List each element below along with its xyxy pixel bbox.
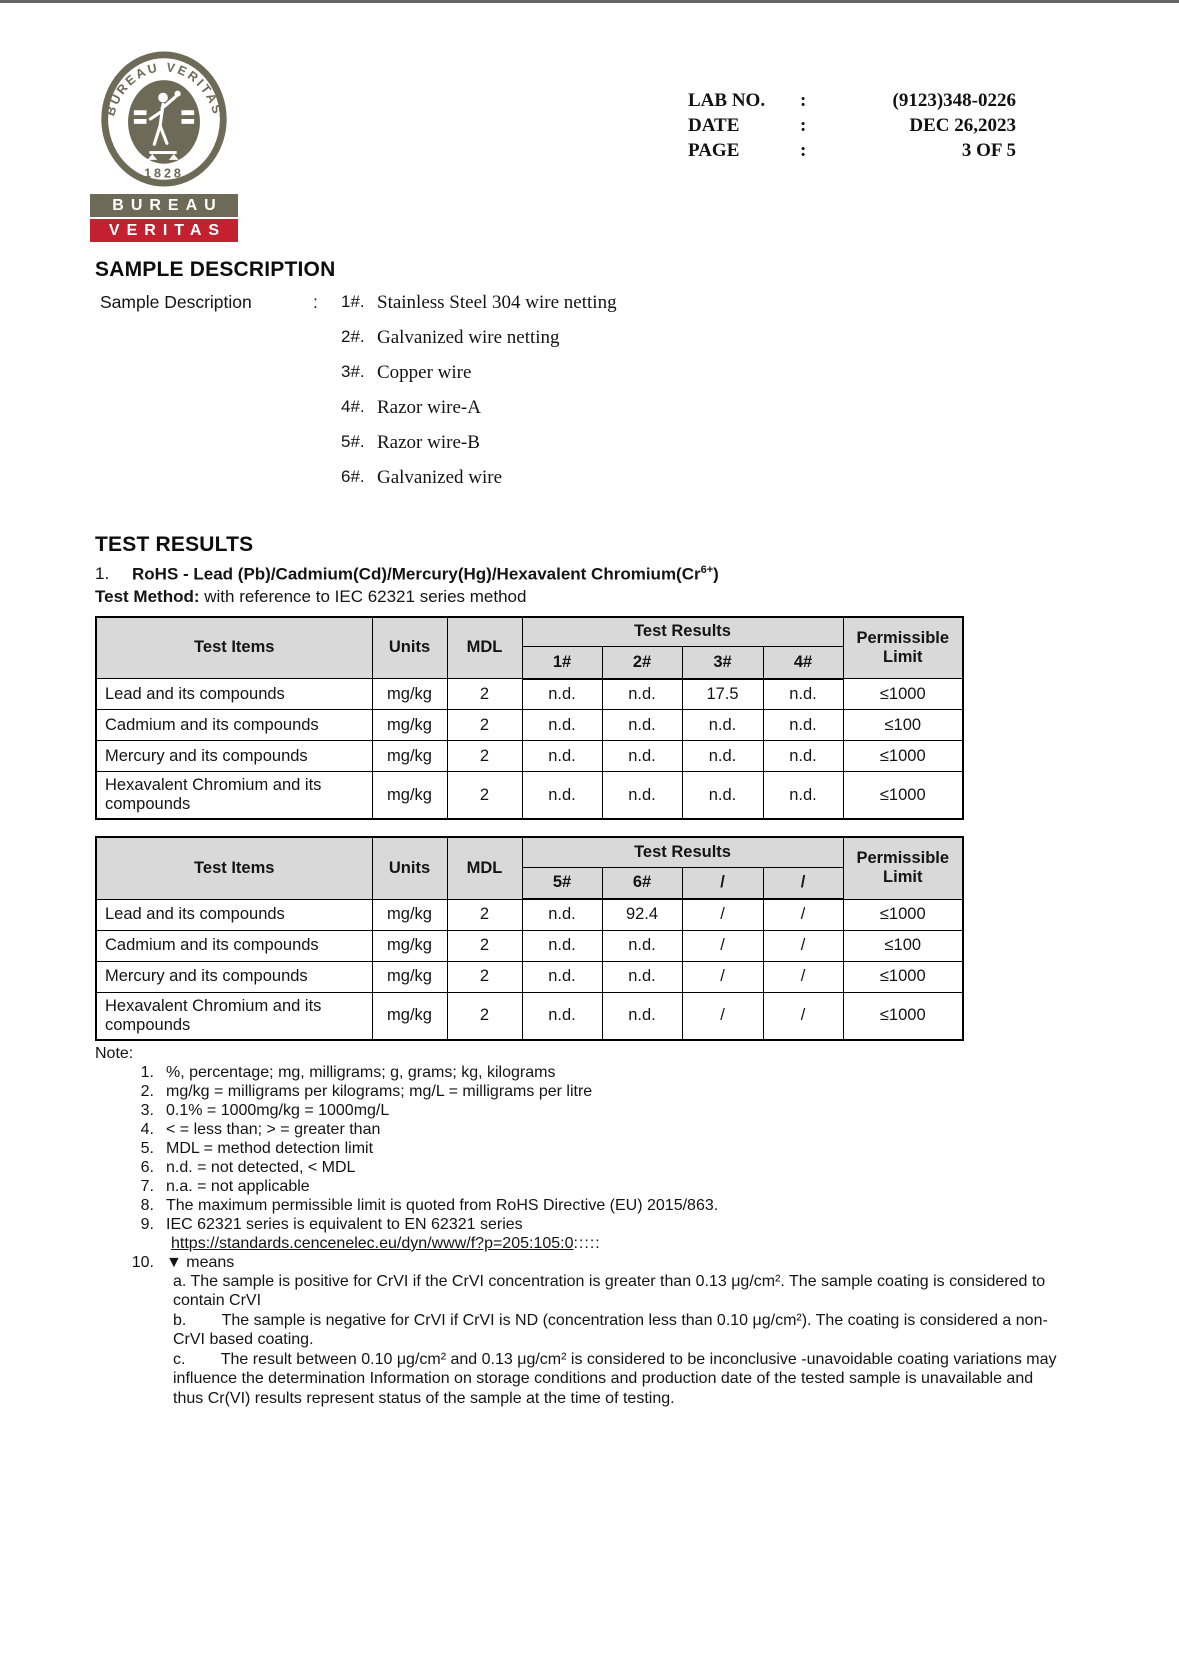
- colon: :: [800, 140, 807, 161]
- table-row: [96, 741, 963, 772]
- test-results-table-1: [95, 616, 964, 821]
- note-item: [95, 1101, 1080, 1120]
- result-cell: n.d.: [522, 741, 602, 772]
- note-text: %, percentage; mg, milligrams; g, grams; kg, kilograms: [166, 1063, 556, 1081]
- test-item-cell: Lead and its compounds: [96, 899, 372, 930]
- test-method-label: Test Method:: [95, 586, 200, 606]
- table-row: [96, 930, 963, 961]
- test-item-cell: Cadmium and its compounds: [96, 710, 372, 741]
- result-cell: n.d.: [763, 741, 843, 772]
- colon: :: [313, 292, 318, 312]
- result-cell: 92.4: [602, 899, 682, 930]
- test-item-cell: Mercury and its compounds: [96, 741, 372, 772]
- units-cell: mg/kg: [372, 930, 447, 961]
- result-cell: n.d.: [522, 772, 602, 820]
- result-cell: n.d.: [763, 679, 843, 710]
- col-header-sample: 5#: [522, 867, 602, 899]
- item-text: Galvanized wire: [377, 467, 503, 488]
- bureau-veritas-logo: [90, 50, 238, 242]
- list-item: [341, 467, 1080, 489]
- result-cell: /: [682, 899, 763, 930]
- result-cell: n.d.: [682, 710, 763, 741]
- note-item: [95, 1139, 1080, 1158]
- note-number: 4.: [140, 1120, 154, 1138]
- note-number: 2.: [140, 1082, 154, 1100]
- result-cell: /: [682, 961, 763, 992]
- result-cell: n.d.: [602, 772, 682, 820]
- test-item-cell: Cadmium and its compounds: [96, 930, 372, 961]
- item-number: 4#.: [341, 397, 365, 416]
- limit-cell: ≤100: [843, 710, 963, 741]
- item-text: Razor wire-B: [377, 432, 480, 453]
- col-header-units: Units: [372, 617, 447, 679]
- note-item: [95, 1215, 1080, 1234]
- note-item: [95, 1177, 1080, 1196]
- document-body: [95, 258, 1080, 1408]
- table-row: [96, 992, 963, 1040]
- date-row: [688, 113, 1016, 138]
- result-cell: n.d.: [602, 679, 682, 710]
- page-row: [688, 138, 1016, 163]
- rohs-title: RoHS - Lead (Pb)/Cadmium(Cd)/Mercury(Hg)/Hexavalent $Chromium(Cr^{6+})$: [132, 564, 719, 584]
- result-cell: n.d.: [602, 992, 682, 1040]
- limit-cell: ≤100: [843, 930, 963, 961]
- table-row: [96, 772, 963, 820]
- note-item: [95, 1253, 1080, 1272]
- limit-cell: ≤1000: [843, 992, 963, 1040]
- note-sub-item-b: b. The sample is negative for CrVI if CrVI is ND (concentration less than 0.10 μg/cm²). The coating is considered a non-CrVI based coating.: [173, 1311, 1048, 1349]
- item-text: Copper wire: [377, 362, 472, 383]
- col-header-units: Units: [372, 837, 447, 899]
- col-header-mdl: MDL: [447, 837, 522, 899]
- test-item-cell: Mercury and its compounds: [96, 961, 372, 992]
- item-text: Razor wire-A: [377, 397, 481, 418]
- result-cell: /: [682, 992, 763, 1040]
- test-results-heading: TEST RESULTS: [95, 533, 254, 556]
- result-cell: n.d.: [602, 961, 682, 992]
- mdl-cell: 2: [447, 772, 522, 820]
- test-item-cell: Hexavalent Chromium and its compounds: [96, 772, 372, 820]
- col-header-sample: 4#: [763, 647, 843, 679]
- col-header-test-results: Test Results: [522, 837, 843, 867]
- units-cell: mg/kg: [372, 772, 447, 820]
- note-text: n.a. = not applicable: [166, 1177, 310, 1195]
- limit-cell: ≤1000: [843, 772, 963, 820]
- note-link-line: [171, 1234, 1080, 1253]
- colon: :: [800, 90, 807, 111]
- col-header-test-items: Test Items: [96, 617, 372, 679]
- result-cell: /: [763, 930, 843, 961]
- note-text: n.d. = not detected, < MDL: [166, 1158, 356, 1176]
- list-item: [341, 432, 1080, 454]
- note-text: ▼ means: [166, 1253, 235, 1271]
- note-item: [95, 1196, 1080, 1215]
- note-text: < = less than; > = greater than: [166, 1120, 381, 1138]
- test-method-line: [95, 587, 1080, 607]
- mdl-cell: 2: [447, 741, 522, 772]
- lab-info-block: [688, 88, 1016, 163]
- date-value: DEC 26,2023: [909, 115, 1016, 136]
- col-header-sample: 6#: [602, 867, 682, 899]
- result-cell: n.d.: [522, 961, 602, 992]
- result-cell: /: [682, 930, 763, 961]
- sample-description-heading: SAMPLE DESCRIPTION: [95, 258, 336, 281]
- result-cell: /: [763, 899, 843, 930]
- result-cell: n.d.: [522, 679, 602, 710]
- note-text: 0.1% = 1000mg/kg = 1000mg/L: [166, 1101, 390, 1119]
- item-number: 2#.: [341, 327, 365, 346]
- note-number: 1.: [140, 1063, 154, 1081]
- item-number: 6#.: [341, 467, 365, 486]
- note-sub-item-a: a. The sample is positive for CrVI if the CrVI concentration is greater than 0.13 μg/cm². The sample coating is considered to contain CrVI: [173, 1272, 1050, 1310]
- result-cell: n.d.: [522, 710, 602, 741]
- col-header-sample: 1#: [522, 647, 602, 679]
- seal-year: 1828: [144, 166, 184, 181]
- note-item: [95, 1082, 1080, 1101]
- lab-no-label: LAB NO.: [688, 90, 766, 111]
- result-cell: n.d.: [682, 772, 763, 820]
- units-cell: mg/kg: [372, 899, 447, 930]
- col-header-mdl: MDL: [447, 617, 522, 679]
- note-number: 9.: [140, 1215, 154, 1233]
- limit-cell: ≤1000: [843, 679, 963, 710]
- link-tail-colons: :::::: [573, 1234, 601, 1252]
- mdl-cell: 2: [447, 710, 522, 741]
- page-value: 3 OF 5: [961, 140, 1016, 161]
- lab-no-value: (9123)348-0226: [892, 90, 1016, 111]
- table-row: [96, 679, 963, 710]
- result-cell: n.d.: [522, 899, 602, 930]
- col-header-sample: /: [763, 867, 843, 899]
- note-number: 6.: [140, 1158, 154, 1176]
- mdl-cell: 2: [447, 679, 522, 710]
- table-row: [96, 961, 963, 992]
- sample-items-list: [341, 292, 1080, 502]
- note-number: 5.: [140, 1139, 154, 1157]
- rohs-title-line: [95, 564, 1080, 585]
- result-cell: /: [763, 992, 843, 1040]
- units-cell: mg/kg: [372, 710, 447, 741]
- note-item: [95, 1063, 1080, 1082]
- item-text: Stainless Steel 304 wire netting: [377, 292, 617, 313]
- mdl-cell: 2: [447, 899, 522, 930]
- units-cell: mg/kg: [372, 741, 447, 772]
- note-text: The maximum permissible limit is quoted from RoHS Directive (EU) 2015/863.: [166, 1196, 719, 1214]
- lab-no-row: [688, 88, 1016, 113]
- col-header-sample: /: [682, 867, 763, 899]
- test-method-text: with reference to IEC 62321 series method: [199, 586, 527, 606]
- sample-description-row: [95, 292, 1080, 502]
- col-header-sample: 2#: [602, 647, 682, 679]
- result-cell: n.d.: [682, 741, 763, 772]
- col-header-sample: 3#: [682, 647, 763, 679]
- bureau-veritas-seal-icon: [97, 50, 231, 188]
- standards-link[interactable]: https://standards.cencenelec.eu/dyn/www/f?p=205:105:0: [171, 1234, 574, 1252]
- item-text: Galvanized wire netting: [377, 327, 560, 348]
- note-item: [95, 1120, 1080, 1139]
- item-number: 1.: [95, 564, 110, 583]
- result-cell: n.d.: [602, 710, 682, 741]
- test-item-cell: Hexavalent Chromium and its compounds: [96, 992, 372, 1040]
- banner-veritas: VERITAS: [90, 219, 238, 242]
- table-row: [96, 899, 963, 930]
- note-sub-item-c: c. The result between 0.10 μg/cm² and 0.13 μg/cm² is considered to be inconclusive -unavoidable coating variations may influence the determination Information on storage conditions and production date of the tested sample is unavailable and thus Cr(VI) results represent status of the sample at the time of testing.: [173, 1350, 1061, 1407]
- test-item-cell: Lead and its compounds: [96, 679, 372, 710]
- units-cell: mg/kg: [372, 992, 447, 1040]
- result-cell: n.d.: [763, 772, 843, 820]
- list-item: [341, 327, 1080, 349]
- notes-section: [95, 1044, 1080, 1409]
- mdl-cell: 2: [447, 961, 522, 992]
- col-header-test-results: Test Results: [522, 617, 843, 647]
- note-text: mg/kg = milligrams per kilograms; mg/L = milligrams per litre: [166, 1082, 593, 1100]
- colon: :: [800, 115, 807, 136]
- list-item: [341, 362, 1080, 384]
- test-results-section: [95, 533, 1080, 1408]
- mdl-cell: 2: [447, 930, 522, 961]
- note-number: 10.: [131, 1253, 154, 1271]
- col-header-permissible-limit: Permissible Limit: [843, 617, 963, 679]
- mdl-cell: 2: [447, 992, 522, 1040]
- test-results-table-2: [95, 836, 964, 1041]
- seal-arc-text: BUREAU VERITAS: [103, 60, 225, 118]
- result-cell: /: [763, 961, 843, 992]
- units-cell: mg/kg: [372, 961, 447, 992]
- limit-cell: ≤1000: [843, 961, 963, 992]
- scan-edge-line: [0, 0, 1179, 3]
- list-item: [341, 292, 1080, 314]
- item-number: 3#.: [341, 362, 365, 381]
- table-row: [96, 710, 963, 741]
- note-number: 8.: [140, 1196, 154, 1214]
- banner-bureau: BUREAU: [90, 194, 238, 217]
- page-label: PAGE: [688, 140, 740, 161]
- note-number: 3.: [140, 1101, 154, 1119]
- limit-cell: ≤1000: [843, 741, 963, 772]
- units-cell: mg/kg: [372, 679, 447, 710]
- result-cell: n.d.: [602, 741, 682, 772]
- col-header-permissible-limit: Permissible Limit: [843, 837, 963, 899]
- sample-description-label: Sample Description: [100, 292, 252, 312]
- limit-cell: ≤1000: [843, 899, 963, 930]
- notes-label: Note:: [95, 1044, 134, 1062]
- note-item: [95, 1158, 1080, 1177]
- result-cell: n.d.: [522, 930, 602, 961]
- item-number: 5#.: [341, 432, 365, 451]
- note-text: MDL = method detection limit: [166, 1139, 374, 1157]
- result-cell: n.d.: [763, 710, 843, 741]
- note-number: 7.: [140, 1177, 154, 1195]
- col-header-test-items: Test Items: [96, 837, 372, 899]
- date-label: DATE: [688, 115, 740, 136]
- result-cell: n.d.: [522, 992, 602, 1040]
- result-cell: 17.5: [682, 679, 763, 710]
- result-cell: n.d.: [602, 930, 682, 961]
- list-item: [341, 397, 1080, 419]
- item-number: 1#.: [341, 292, 365, 311]
- note-text: IEC 62321 series is equivalent to EN 62321 series: [166, 1215, 523, 1233]
